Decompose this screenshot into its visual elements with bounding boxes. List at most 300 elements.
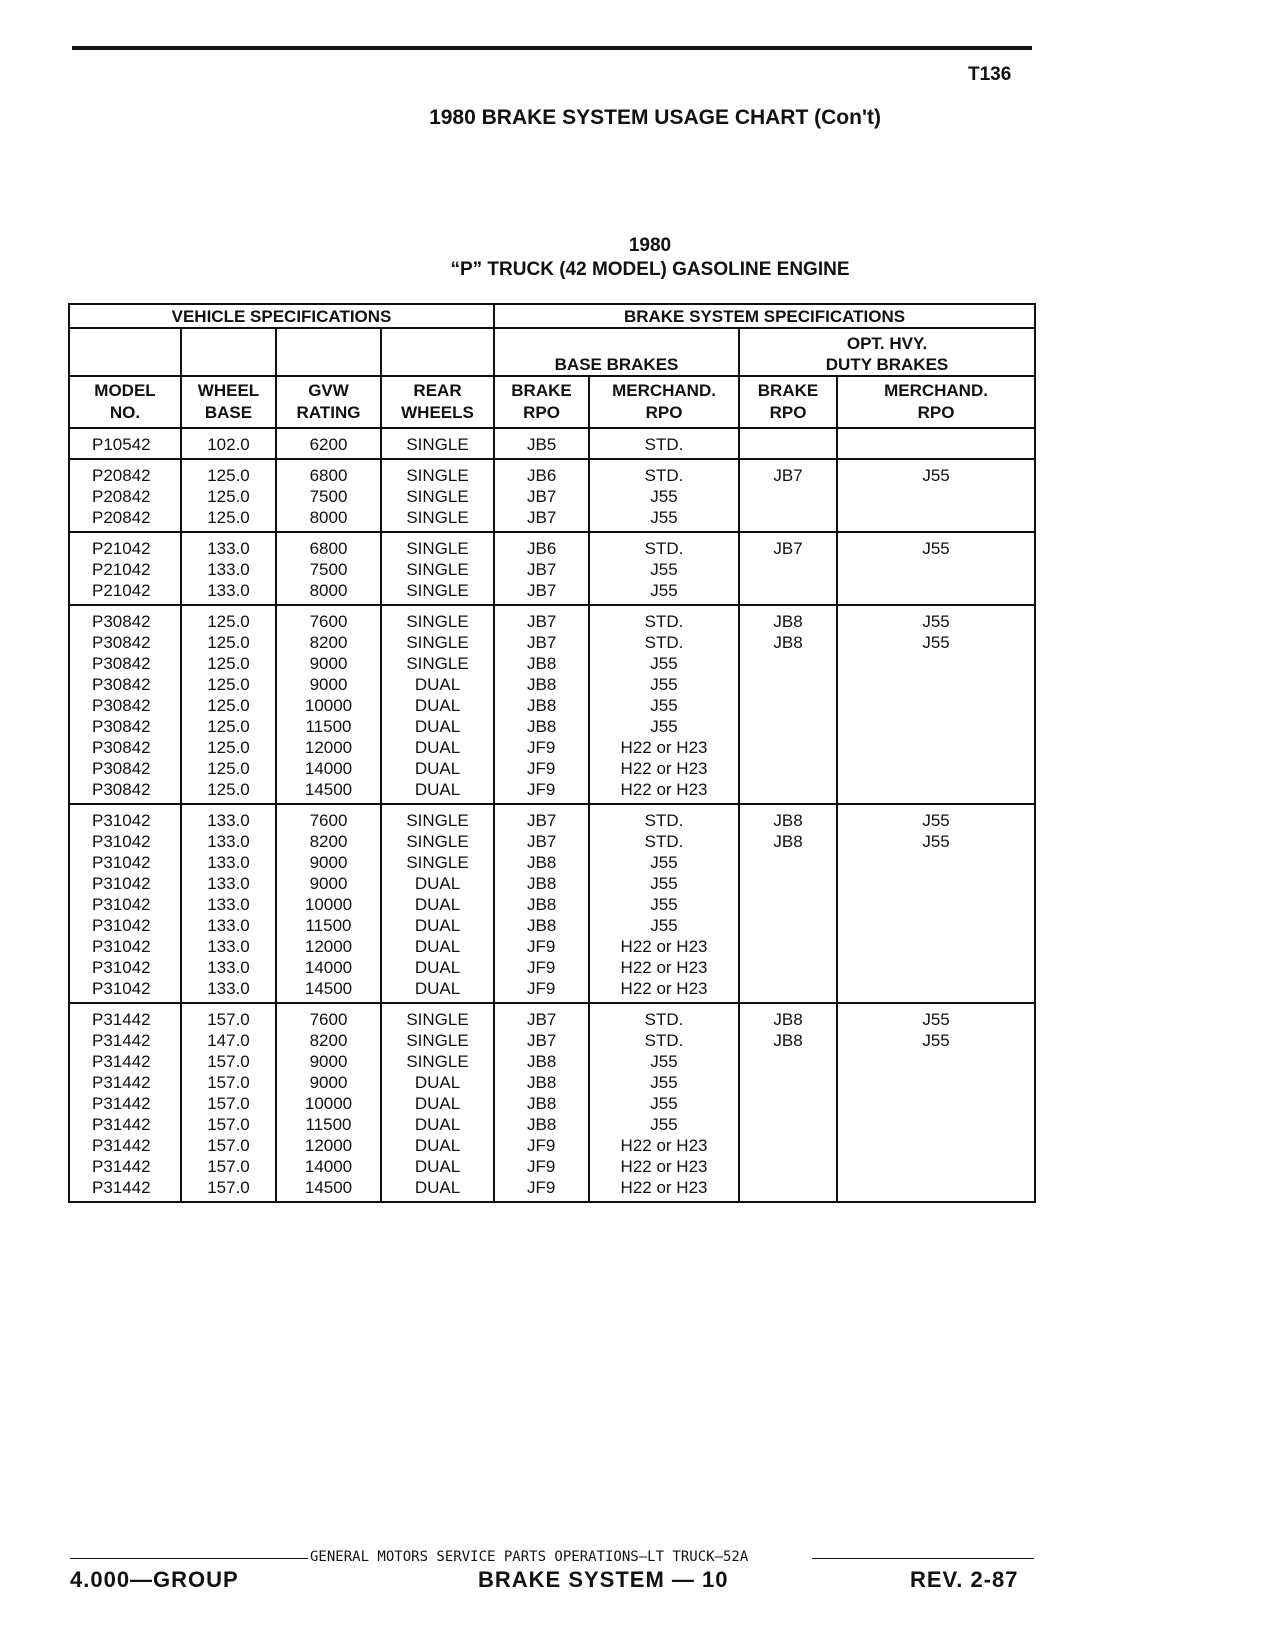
cell-value: SINGLE bbox=[406, 832, 469, 851]
cell-value: JF9 bbox=[527, 1178, 556, 1197]
cell-value: JB7 bbox=[527, 633, 557, 652]
opt-merch-rpo-cell bbox=[837, 459, 1035, 532]
cell-value: DUAL bbox=[414, 958, 461, 977]
cell-value: JB7 bbox=[527, 1031, 557, 1050]
cell-value: JB8 bbox=[527, 654, 557, 673]
column-header bbox=[494, 376, 589, 428]
cell-value: 133.0 bbox=[207, 832, 250, 851]
cell-value: P31442 bbox=[92, 1073, 151, 1092]
cell-value: JB6 bbox=[527, 466, 557, 485]
column-header-line1: BRAKE bbox=[757, 381, 819, 400]
cell-value: JB7 bbox=[527, 508, 557, 527]
model-cell bbox=[69, 605, 181, 804]
cell-value: H22 or H23 bbox=[620, 937, 708, 956]
cell-value: 157.0 bbox=[207, 1010, 250, 1029]
cell-value: JB8 bbox=[773, 811, 803, 830]
gvw-cell bbox=[276, 804, 381, 1003]
base-brakes-header: BASE BRAKES bbox=[494, 328, 739, 376]
cell-value: 157.0 bbox=[207, 1094, 250, 1113]
cell-value: 133.0 bbox=[207, 958, 250, 977]
cell-value: JB8 bbox=[527, 717, 557, 736]
column-header bbox=[837, 376, 1035, 428]
cell-value: J55 bbox=[922, 1031, 950, 1050]
cell-value: H22 or H23 bbox=[620, 958, 708, 977]
merch-rpo-cell bbox=[589, 532, 739, 605]
opt-brake-rpo-cell bbox=[739, 605, 837, 804]
footer-rule-right bbox=[812, 1558, 1034, 1559]
cell-value: H22 or H23 bbox=[620, 1136, 708, 1155]
cell-value: H22 or H23 bbox=[620, 738, 708, 757]
cell-value: SINGLE bbox=[406, 581, 469, 600]
cell-value: 125.0 bbox=[207, 738, 250, 757]
cell-value: JB6 bbox=[527, 539, 557, 558]
cell-value: SINGLE bbox=[406, 1010, 469, 1029]
cell-value: JB5 bbox=[527, 435, 557, 454]
cell-value: 125.0 bbox=[207, 487, 250, 506]
table-row bbox=[69, 804, 1035, 1003]
cell-value: JB8 bbox=[527, 696, 557, 715]
cell-value: P31442 bbox=[92, 1010, 151, 1029]
rear-wheels-cell bbox=[381, 428, 494, 459]
merch-rpo-cell bbox=[589, 804, 739, 1003]
cell-value: DUAL bbox=[414, 979, 461, 998]
opt-merch-rpo-cell bbox=[837, 428, 1035, 459]
brake-usage-table bbox=[68, 303, 1036, 1203]
cell-value: JF9 bbox=[527, 1136, 556, 1155]
table-title-description: “P” TRUCK (42 MODEL) GASOLINE ENGINE bbox=[450, 259, 850, 280]
cell-value: JB8 bbox=[773, 633, 803, 652]
column-header-line2: BASE bbox=[204, 403, 253, 422]
column-header bbox=[276, 376, 381, 428]
cell-value: H22 or H23 bbox=[620, 1178, 708, 1197]
gvw-cell bbox=[276, 428, 381, 459]
cell-value: P31042 bbox=[92, 916, 151, 935]
table-row bbox=[69, 605, 1035, 804]
cell-value: DUAL bbox=[414, 1073, 461, 1092]
cell-value: J55 bbox=[650, 895, 678, 914]
opt-merch-rpo-cell bbox=[837, 1003, 1035, 1202]
cell-value: H22 or H23 bbox=[620, 759, 708, 778]
cell-value: SINGLE bbox=[406, 654, 469, 673]
cell-value: P30842 bbox=[92, 633, 151, 652]
cell-value: 157.0 bbox=[207, 1157, 250, 1176]
cell-value: 12000 bbox=[304, 1136, 353, 1155]
cell-value: P31442 bbox=[92, 1115, 151, 1134]
cell-value: DUAL bbox=[414, 1115, 461, 1134]
opt-merch-rpo-cell bbox=[837, 804, 1035, 1003]
cell-value: J55 bbox=[922, 1010, 950, 1029]
column-header-line1: REAR bbox=[413, 381, 462, 400]
cell-value: DUAL bbox=[414, 1157, 461, 1176]
column-header-line1: MERCHAND. bbox=[612, 381, 716, 400]
cell-value: P30842 bbox=[92, 738, 151, 757]
cell-value: 7600 bbox=[309, 612, 348, 631]
wheel-base-cell bbox=[181, 428, 276, 459]
brake-rpo-cell bbox=[494, 532, 589, 605]
opt-brake-rpo-cell bbox=[739, 532, 837, 605]
rear-wheels-cell bbox=[381, 459, 494, 532]
cell-value: P21042 bbox=[92, 581, 151, 600]
blank-header-cell bbox=[181, 328, 276, 376]
cell-value: 125.0 bbox=[207, 466, 250, 485]
cell-value: 14000 bbox=[304, 958, 353, 977]
cell-value: P31042 bbox=[92, 895, 151, 914]
table-row bbox=[69, 532, 1035, 605]
cell-value: 133.0 bbox=[207, 853, 250, 872]
gvw-cell bbox=[276, 605, 381, 804]
cell-value: 14500 bbox=[304, 979, 353, 998]
cell-value: 14500 bbox=[304, 1178, 353, 1197]
cell-value: J55 bbox=[650, 1052, 678, 1071]
brake-rpo-cell bbox=[494, 459, 589, 532]
table-title-year: 1980 bbox=[628, 235, 672, 256]
cell-value: 125.0 bbox=[207, 675, 250, 694]
cell-value: 157.0 bbox=[207, 1178, 250, 1197]
table-row bbox=[69, 428, 1035, 459]
cell-value: SINGLE bbox=[406, 612, 469, 631]
model-cell bbox=[69, 532, 181, 605]
table-row bbox=[69, 1003, 1035, 1202]
cell-value: STD. bbox=[644, 633, 684, 652]
cell-value: P31042 bbox=[92, 979, 151, 998]
footer-group: 4.000—GROUP bbox=[70, 1567, 239, 1592]
cell-value: P30842 bbox=[92, 759, 151, 778]
cell-value: 8000 bbox=[309, 508, 348, 527]
cell-value: 14000 bbox=[304, 1157, 353, 1176]
cell-value: P31042 bbox=[92, 874, 151, 893]
brake-rpo-cell bbox=[494, 428, 589, 459]
cell-value: P31442 bbox=[92, 1031, 151, 1050]
cell-value: STD. bbox=[644, 612, 684, 631]
cell-value: JF9 bbox=[527, 1157, 556, 1176]
cell-value: P30842 bbox=[92, 696, 151, 715]
cell-value: J55 bbox=[650, 717, 678, 736]
cell-value: JF9 bbox=[527, 979, 556, 998]
rear-wheels-cell bbox=[381, 532, 494, 605]
cell-value: 133.0 bbox=[207, 560, 250, 579]
cell-value: 10000 bbox=[304, 895, 353, 914]
cell-value: JF9 bbox=[527, 958, 556, 977]
cell-value: SINGLE bbox=[406, 811, 469, 830]
cell-value: J55 bbox=[922, 466, 950, 485]
cell-value: JB7 bbox=[527, 560, 557, 579]
cell-value: STD. bbox=[644, 1031, 684, 1050]
cell-value: JF9 bbox=[527, 780, 556, 799]
wheel-base-cell bbox=[181, 804, 276, 1003]
cell-value: P30842 bbox=[92, 675, 151, 694]
cell-value: J55 bbox=[650, 853, 678, 872]
cell-value: 8200 bbox=[309, 832, 348, 851]
opt-brake-rpo-cell bbox=[739, 459, 837, 532]
cell-value: J55 bbox=[650, 487, 678, 506]
cell-value: 12000 bbox=[304, 738, 353, 757]
table-title bbox=[0, 234, 1280, 282]
cell-value: P10542 bbox=[92, 435, 151, 454]
column-header-line2: NO. bbox=[109, 403, 141, 422]
cell-value: DUAL bbox=[414, 895, 461, 914]
cell-value: 9000 bbox=[309, 654, 348, 673]
cell-value: 11500 bbox=[305, 1115, 352, 1134]
brake-system-specifications-header: BRAKE SYSTEM SPECIFICATIONS bbox=[494, 304, 1035, 328]
cell-value: 125.0 bbox=[207, 759, 250, 778]
cell-value: 157.0 bbox=[207, 1115, 250, 1134]
model-cell bbox=[69, 459, 181, 532]
cell-value: P31442 bbox=[92, 1094, 151, 1113]
cell-value: 133.0 bbox=[207, 895, 250, 914]
cell-value: P20842 bbox=[92, 487, 151, 506]
model-cell bbox=[69, 1003, 181, 1202]
cell-value: P31042 bbox=[92, 937, 151, 956]
cell-value: J55 bbox=[922, 633, 950, 652]
cell-value: 9000 bbox=[309, 874, 348, 893]
cell-value: 6800 bbox=[309, 539, 348, 558]
cell-value: 12000 bbox=[304, 937, 353, 956]
column-header-line2: RPO bbox=[645, 403, 683, 422]
cell-value: J55 bbox=[650, 1073, 678, 1092]
brake-rpo-cell bbox=[494, 804, 589, 1003]
cell-value: 9000 bbox=[309, 675, 348, 694]
opt-heavy-line1: OPT. HVY. bbox=[846, 334, 928, 353]
opt-heavy-line2: DUTY BRAKES bbox=[825, 355, 949, 374]
cell-value: 157.0 bbox=[207, 1136, 250, 1155]
cell-value: 133.0 bbox=[207, 979, 250, 998]
rear-wheels-cell bbox=[381, 1003, 494, 1202]
opt-brake-rpo-cell bbox=[739, 1003, 837, 1202]
opt-brake-rpo-cell bbox=[739, 428, 837, 459]
merch-rpo-cell bbox=[589, 459, 739, 532]
cell-value: 7600 bbox=[309, 1010, 348, 1029]
cell-value: JB7 bbox=[527, 487, 557, 506]
top-rule bbox=[72, 46, 1032, 50]
cell-value: P20842 bbox=[92, 508, 151, 527]
cell-value: H22 or H23 bbox=[620, 979, 708, 998]
cell-value: J55 bbox=[650, 1115, 678, 1134]
cell-value: DUAL bbox=[414, 738, 461, 757]
cell-value: SINGLE bbox=[406, 633, 469, 652]
cell-value: P30842 bbox=[92, 612, 151, 631]
cell-value: STD. bbox=[644, 832, 684, 851]
cell-value: P31442 bbox=[92, 1157, 151, 1176]
cell-value: 11500 bbox=[305, 916, 352, 935]
cell-value: 14000 bbox=[304, 759, 353, 778]
cell-value: J55 bbox=[650, 654, 678, 673]
cell-value: STD. bbox=[644, 435, 684, 454]
cell-value: P31042 bbox=[92, 811, 151, 830]
vehicle-specifications-header: VEHICLE SPECIFICATIONS bbox=[69, 304, 494, 328]
opt-merch-rpo-cell bbox=[837, 532, 1035, 605]
cell-value: J55 bbox=[650, 696, 678, 715]
cell-value: 125.0 bbox=[207, 780, 250, 799]
cell-value: DUAL bbox=[414, 759, 461, 778]
cell-value: P30842 bbox=[92, 717, 151, 736]
column-header bbox=[181, 376, 276, 428]
cell-value: 6800 bbox=[309, 466, 348, 485]
cell-value: JB8 bbox=[527, 1115, 557, 1134]
cell-value: 133.0 bbox=[207, 581, 250, 600]
cell-value: P31442 bbox=[92, 1136, 151, 1155]
cell-value: JB8 bbox=[527, 1073, 557, 1092]
page-number: T136 bbox=[968, 64, 1012, 85]
cell-value: JB8 bbox=[527, 853, 557, 872]
cell-value: JB8 bbox=[527, 916, 557, 935]
brake-rpo-cell bbox=[494, 605, 589, 804]
cell-value: 125.0 bbox=[207, 717, 250, 736]
gvw-cell bbox=[276, 532, 381, 605]
cell-value: 133.0 bbox=[207, 937, 250, 956]
cell-value: JB8 bbox=[773, 1010, 803, 1029]
cell-value: P20842 bbox=[92, 466, 151, 485]
cell-value: JB7 bbox=[527, 612, 557, 631]
column-header bbox=[739, 376, 837, 428]
merch-rpo-cell bbox=[589, 1003, 739, 1202]
cell-value: SINGLE bbox=[406, 560, 469, 579]
cell-value: 8200 bbox=[309, 1031, 348, 1050]
cell-value: 125.0 bbox=[207, 633, 250, 652]
cell-value: JB7 bbox=[773, 539, 803, 558]
cell-value: J55 bbox=[922, 811, 950, 830]
cell-value: 102.0 bbox=[207, 435, 250, 454]
cell-value: STD. bbox=[644, 466, 684, 485]
footer-rule-left bbox=[70, 1558, 308, 1559]
cell-value: DUAL bbox=[414, 780, 461, 799]
cell-value: JB7 bbox=[527, 1010, 557, 1029]
opt-merch-rpo-cell bbox=[837, 605, 1035, 804]
table-row bbox=[69, 459, 1035, 532]
cell-value: DUAL bbox=[414, 696, 461, 715]
footer-section: BRAKE SYSTEM — 10 bbox=[478, 1567, 729, 1592]
cell-value: P31442 bbox=[92, 1052, 151, 1071]
cell-value: P31442 bbox=[92, 1178, 151, 1197]
column-header-line2: RPO bbox=[523, 403, 560, 422]
cell-value: 133.0 bbox=[207, 811, 250, 830]
model-cell bbox=[69, 804, 181, 1003]
cell-value: 9000 bbox=[309, 853, 348, 872]
footer-publisher: GENERAL MOTORS SERVICE PARTS OPERATIONS—LT TRUCK—52A bbox=[310, 1549, 749, 1565]
cell-value: 125.0 bbox=[207, 654, 250, 673]
column-headers-row bbox=[69, 376, 1035, 428]
cell-value: JF9 bbox=[527, 738, 556, 757]
cell-value: J55 bbox=[650, 1094, 678, 1113]
cell-value: J55 bbox=[650, 581, 678, 600]
column-header bbox=[69, 376, 181, 428]
cell-value: JB8 bbox=[527, 895, 557, 914]
column-header bbox=[589, 376, 739, 428]
cell-value: JB8 bbox=[773, 612, 803, 631]
column-header-line1: BRAKE bbox=[511, 381, 572, 400]
cell-value: J55 bbox=[650, 874, 678, 893]
cell-value: JB7 bbox=[527, 581, 557, 600]
cell-value: DUAL bbox=[414, 916, 461, 935]
column-header-line2: RATING bbox=[296, 403, 361, 422]
cell-value: P21042 bbox=[92, 539, 151, 558]
cell-value: 14500 bbox=[304, 780, 353, 799]
cell-value: 133.0 bbox=[207, 874, 250, 893]
footer-revision: REV. 2-87 bbox=[910, 1567, 1019, 1592]
column-header-line1: MODEL bbox=[94, 381, 156, 400]
cell-value: SINGLE bbox=[406, 466, 469, 485]
cell-value: JB7 bbox=[527, 811, 557, 830]
cell-value: SINGLE bbox=[406, 487, 469, 506]
blank-header-cell bbox=[276, 328, 381, 376]
model-cell bbox=[69, 428, 181, 459]
cell-value: JB8 bbox=[773, 1031, 803, 1050]
gvw-cell bbox=[276, 459, 381, 532]
cell-value: SINGLE bbox=[406, 508, 469, 527]
cell-value: 6200 bbox=[309, 435, 348, 454]
cell-value: 9000 bbox=[309, 1073, 348, 1092]
cell-value: DUAL bbox=[414, 874, 461, 893]
cell-value: DUAL bbox=[414, 1178, 461, 1197]
cell-value: SINGLE bbox=[406, 1031, 469, 1050]
cell-value: SINGLE bbox=[406, 853, 469, 872]
cell-value: DUAL bbox=[414, 1094, 461, 1113]
cell-value: SINGLE bbox=[406, 1052, 469, 1071]
merch-rpo-cell bbox=[589, 428, 739, 459]
cell-value: JF9 bbox=[527, 937, 556, 956]
cell-value: 7600 bbox=[309, 811, 348, 830]
cell-value: 10000 bbox=[304, 1094, 353, 1113]
cell-value: H22 or H23 bbox=[620, 1157, 708, 1176]
blank-header-cell bbox=[381, 328, 494, 376]
cell-value: J55 bbox=[922, 539, 950, 558]
column-header-line1: GVW bbox=[308, 381, 349, 400]
cell-value: STD. bbox=[644, 539, 684, 558]
cell-value: JB7 bbox=[773, 466, 803, 485]
brake-rpo-cell bbox=[494, 1003, 589, 1202]
wheel-base-cell bbox=[181, 459, 276, 532]
cell-value: 11500 bbox=[305, 717, 352, 736]
cell-value: STD. bbox=[644, 1010, 684, 1029]
cell-value: J55 bbox=[650, 675, 678, 694]
cell-value: 9000 bbox=[309, 1052, 348, 1071]
column-header-line2: RPO bbox=[769, 403, 807, 422]
cell-value: 125.0 bbox=[207, 696, 250, 715]
cell-value: 8000 bbox=[309, 581, 348, 600]
column-header bbox=[381, 376, 494, 428]
cell-value: JB8 bbox=[527, 1052, 557, 1071]
cell-value: J55 bbox=[650, 560, 678, 579]
cell-value: JB8 bbox=[527, 874, 557, 893]
cell-value: P31042 bbox=[92, 832, 151, 851]
cell-value: 7500 bbox=[309, 560, 348, 579]
cell-value: 125.0 bbox=[207, 508, 250, 527]
column-header-line2: RPO bbox=[917, 403, 955, 422]
merch-rpo-cell bbox=[589, 605, 739, 804]
cell-value: JF9 bbox=[527, 759, 556, 778]
blank-header-cell bbox=[69, 328, 181, 376]
cell-value: DUAL bbox=[414, 675, 461, 694]
cell-value: DUAL bbox=[414, 1136, 461, 1155]
cell-value: DUAL bbox=[414, 937, 461, 956]
page-title: 1980 BRAKE SYSTEM USAGE CHART (Con't) bbox=[429, 106, 881, 129]
cell-value: SINGLE bbox=[406, 539, 469, 558]
cell-value: SINGLE bbox=[406, 435, 469, 454]
opt-brake-rpo-cell bbox=[739, 804, 837, 1003]
cell-value: 133.0 bbox=[207, 539, 250, 558]
cell-value: 7500 bbox=[309, 487, 348, 506]
cell-value: JB8 bbox=[773, 832, 803, 851]
cell-value: JB7 bbox=[527, 832, 557, 851]
cell-value: 8200 bbox=[309, 633, 348, 652]
cell-value: J55 bbox=[650, 508, 678, 527]
wheel-base-cell bbox=[181, 1003, 276, 1202]
cell-value: P31042 bbox=[92, 958, 151, 977]
cell-value: 10000 bbox=[304, 696, 353, 715]
column-header-line1: MERCHAND. bbox=[884, 381, 988, 400]
cell-value: 125.0 bbox=[207, 612, 250, 631]
cell-value: P21042 bbox=[92, 560, 151, 579]
cell-value: P30842 bbox=[92, 654, 151, 673]
